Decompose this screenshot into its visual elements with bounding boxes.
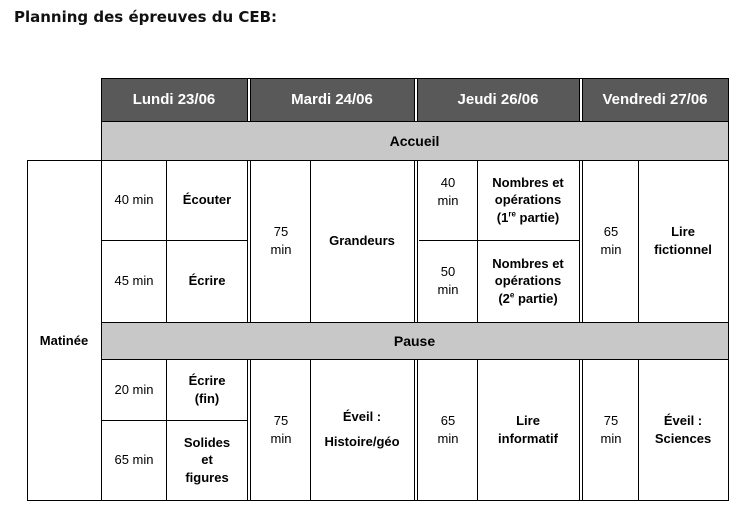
day-header-lundi: Lundi 23/06 <box>101 78 247 122</box>
grid-line <box>582 160 583 322</box>
grid-line <box>582 78 583 122</box>
subject-cell: Lire fictionnel <box>654 224 712 257</box>
grid-line <box>414 360 415 500</box>
subject-line: (2e partie) <box>498 290 558 306</box>
duration-cell: 65 min <box>600 224 622 257</box>
duration-cell: 45 min <box>114 273 154 289</box>
subject-line: Nombres et <box>492 255 564 271</box>
grid-line <box>166 360 167 500</box>
pause-band: Pause <box>101 322 728 360</box>
grid-line <box>310 160 311 322</box>
grid-line <box>250 78 251 122</box>
subject-line: Nombres et <box>492 174 564 190</box>
grid-line <box>579 160 580 322</box>
grid-line <box>101 121 729 122</box>
subject-line: opérations <box>494 192 562 208</box>
grid-line <box>310 360 311 500</box>
duration-cell: 40 min <box>114 192 154 208</box>
accueil-band: Accueil <box>101 122 728 160</box>
duration-cell: 20 min <box>114 382 154 398</box>
duration-cell: 75 min <box>270 413 292 446</box>
grid-line <box>101 359 729 360</box>
grid-line <box>417 78 418 122</box>
grid-line <box>579 360 580 500</box>
grid-line <box>247 360 248 500</box>
grid-line <box>419 240 579 241</box>
grid-line <box>247 78 248 122</box>
grid-line <box>417 160 418 322</box>
grid-line <box>27 160 28 501</box>
grid-line <box>27 160 729 161</box>
grid-line <box>101 240 247 241</box>
grid-line <box>728 78 729 501</box>
grid-line <box>250 160 251 322</box>
subject-cell <box>310 360 414 500</box>
grid-line <box>414 160 415 322</box>
duration-cell: 65 min <box>437 413 459 446</box>
grid-line <box>101 78 102 501</box>
subject-cell: Écrire <box>188 273 226 289</box>
subject-line: Histoire/géo <box>324 434 400 449</box>
grid-line <box>101 78 729 79</box>
subject-line: Éveil : <box>342 409 382 425</box>
grid-line <box>250 360 251 500</box>
grid-line <box>247 160 248 322</box>
subject-cell: Solides et figures <box>183 434 231 485</box>
grid-line <box>166 160 167 322</box>
period-label-matinee: Matinée <box>39 333 89 349</box>
subject-cell: Grandeurs <box>329 233 395 249</box>
subject-cell: Écrire (fin) <box>188 373 226 406</box>
grid-line <box>414 78 415 122</box>
duration-cell: 65 min <box>114 452 154 468</box>
grid-line <box>27 500 729 501</box>
subject-cell <box>477 160 579 240</box>
page-title: Planning des épreuves du CEB: <box>14 8 278 26</box>
subject-line: (1re partie) <box>496 209 560 225</box>
grid-line <box>477 160 478 322</box>
day-header-vendredi: Vendredi 27/06 <box>582 78 728 122</box>
grid-line <box>579 78 580 122</box>
grid-line <box>638 160 639 322</box>
subject-cell: Lire informatif <box>498 413 558 446</box>
grid-line <box>638 360 639 500</box>
grid-line <box>582 360 583 500</box>
subject-cell: Écouter <box>182 192 232 208</box>
duration-cell: 40 min <box>437 175 459 208</box>
grid-line <box>101 322 729 323</box>
grid-line <box>417 360 418 500</box>
duration-cell: 50 min <box>437 264 459 297</box>
subject-line: opérations <box>494 273 562 289</box>
day-header-jeudi: Jeudi 26/06 <box>417 78 579 122</box>
grid-line <box>477 360 478 500</box>
duration-cell: 75 min <box>600 413 622 446</box>
subject-cell: Éveil : Sciences <box>654 413 712 446</box>
subject-cell <box>477 240 579 322</box>
duration-cell: 75 min <box>270 224 292 257</box>
day-header-mardi: Mardi 24/06 <box>250 78 414 122</box>
grid-line <box>101 420 247 421</box>
